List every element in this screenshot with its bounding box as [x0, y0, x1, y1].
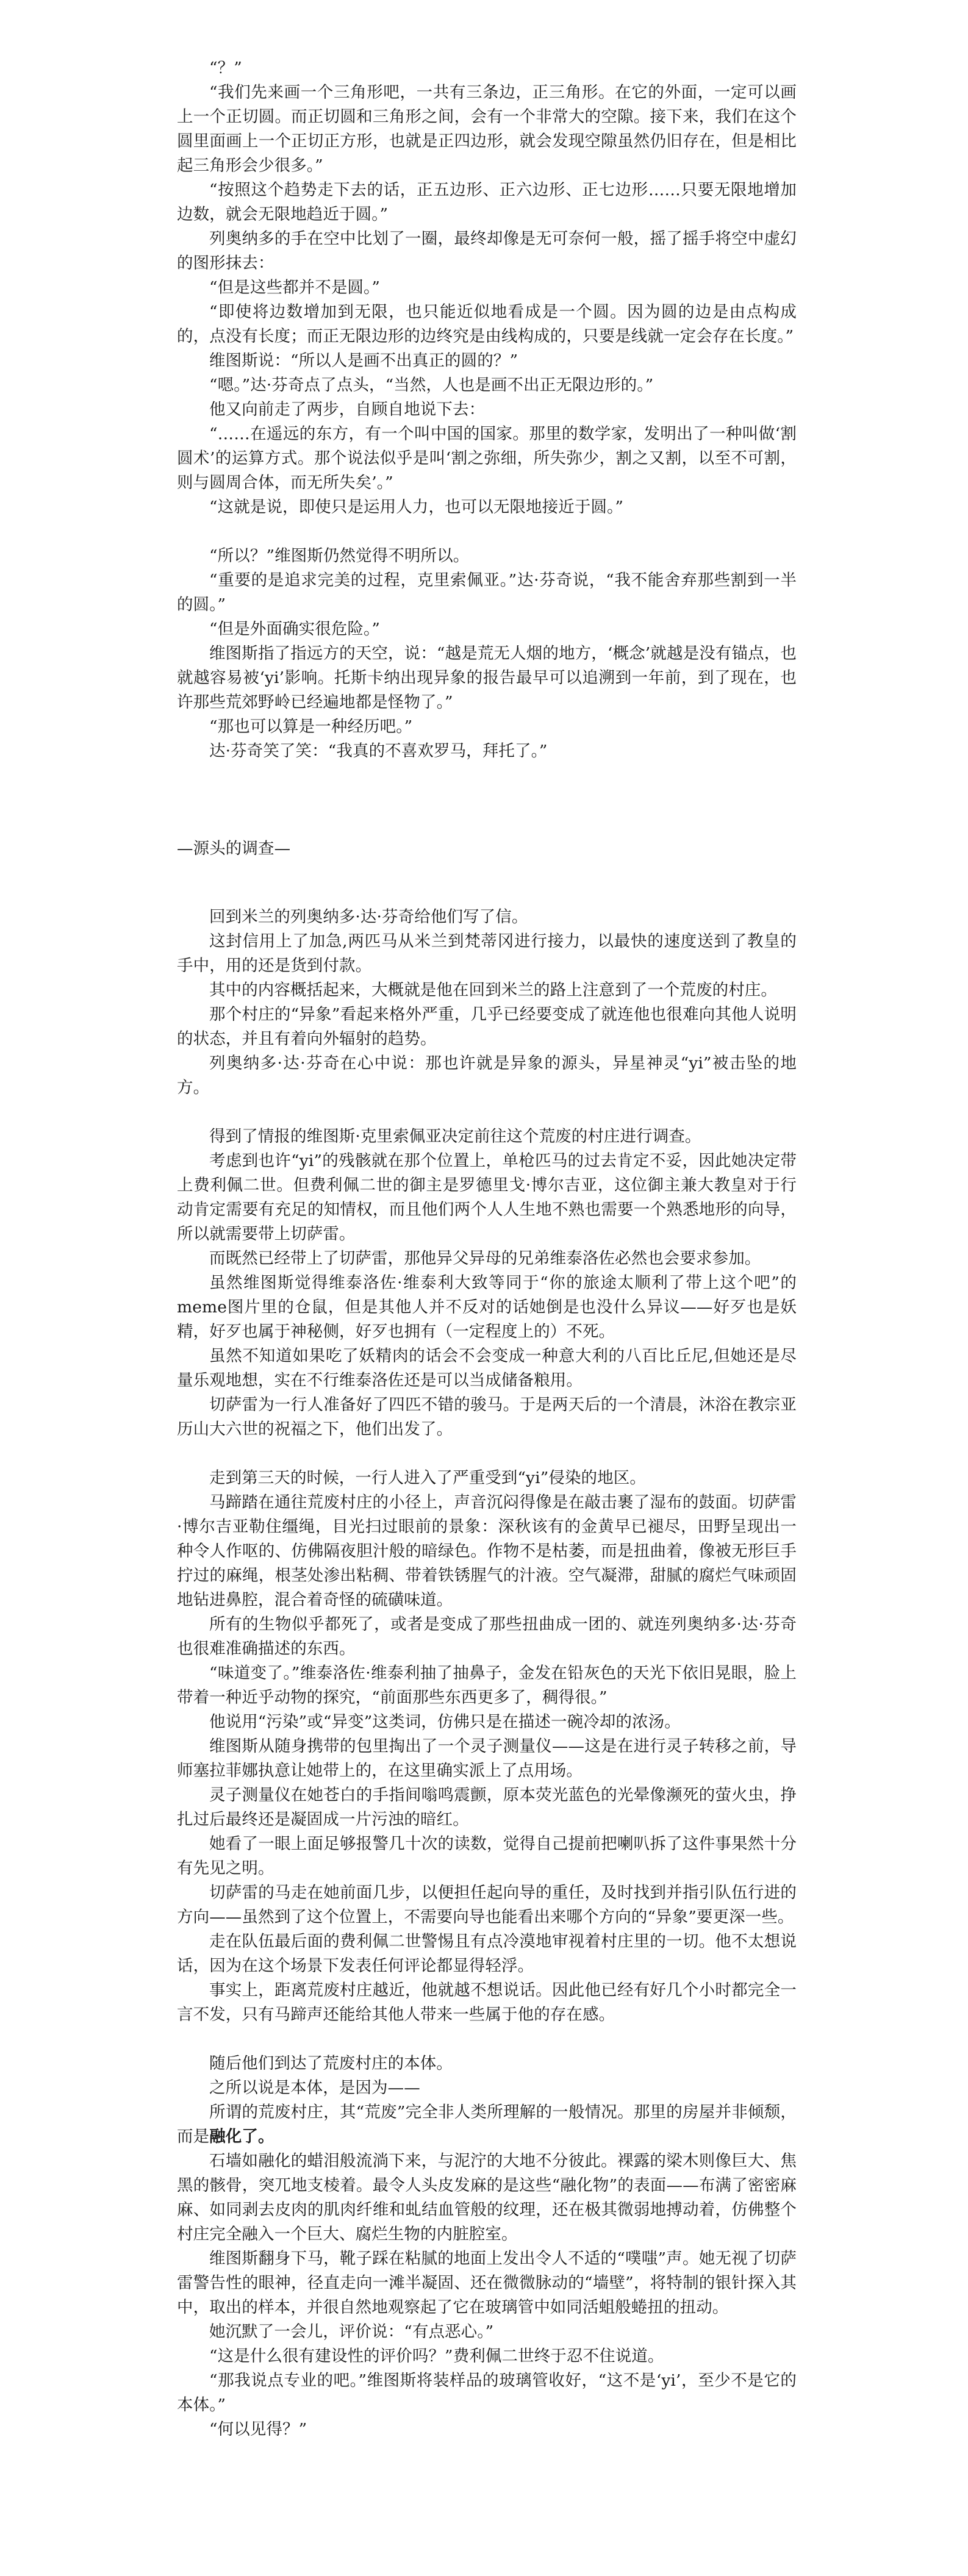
paragraph: “何以见得？” [209, 2420, 307, 2439]
paragraph: 马蹄踏在通往荒废村庄的小径上，声音沉闷得像是在敲击裹了湿布的鼓面。切萨雷·博尔吉亚勒住缰绳，目光扫过眼前的景象：深秋该有的金黄早已褪尽，田野呈现出一种令人作呕的、仿佛隔夜胆汁般的暗绿色。作物不是枯萎，而是扭曲着，像被无形巨手拧过的麻绳，根茎处渗出粘稠、带着铁锈腥气的汁液。空气凝滞，甜腻的腐烂气味顽固地钻进鼻腔，混合着奇怪的硫磺味道。 [177, 1493, 797, 1609]
paragraph: 维图斯翻身下马，靴子踩在粘腻的地面上发出令人不适的“噗嗤”声。她无视了切萨雷警告性的眼神，径直走向一滩半凝固、还在微微脉动的“墙壁”，将特制的银针探入其中，取出的样本，并很自然地观察起了它在玻璃管中如同活蛆般蜷扭的扭动。 [177, 2249, 797, 2317]
paragraph-text: 所谓的荒废村庄，其“荒废”完全非人类所理解的一般情况。那里的房屋并非倾颓，而是 [177, 2103, 797, 2146]
paragraph: “重要的是追求完美的过程，克里索佩亚。”达·芬奇说，“我不能舍弃那些割到一半的圆。” [177, 571, 797, 614]
paragraph: 切萨雷的马走在她前面几步，以便担任起向导的重任，及时找到并指引队伍行进的方向——虽然到了这个位置上，不需要向导也能看出来哪个方向的“异象”要更深一些。 [177, 1883, 797, 1927]
paragraph [177, 2100, 797, 2149]
paragraph: “那也可以算是一种经历吧。” [209, 717, 413, 736]
paragraph: “味道变了。”维泰洛佐·维泰利抽了抽鼻子，金发在铅灰色的天光下依旧晃眼，脸上带着一种近乎动物的探究，“前面那些东西更多了，稠得很。” [177, 1664, 797, 1707]
paragraph: “所以？”维图斯仍然觉得不明所以。 [209, 546, 470, 565]
paragraph: 列奥纳多·达·芬奇在心中说：那也许就是异象的源头，异星神灵“yi”被击坠的地方。 [177, 1054, 797, 1097]
paragraph: 维图斯说：“所以人是画不出真正的圆的？” [209, 351, 518, 370]
section-title: —源头的调查— [177, 839, 291, 858]
paragraph: “按照这个趋势走下去的话，正五边形、正六边形、正七边形……只要无限地增加边数，就会无限地趋近于圆。” [177, 181, 797, 224]
paragraph: 维图斯从随身携带的包里掏出了一个灵子测量仪——这是在进行灵子转移之前，导师塞拉菲娜执意让她带上的，在这里确实派上了点用场。 [177, 1737, 797, 1780]
paragraph: “那我说点专业的吧。”维图斯将装样品的玻璃管收好，“这不是‘yi’，至少不是它的本体。” [177, 2371, 797, 2414]
paragraph: 之所以说是本体，是因为—— [209, 2078, 420, 2097]
paragraph: “但是外面确实很危险。” [209, 620, 381, 639]
paragraph: “这是什么很有建设性的评价吗？”费利佩二世终于忍不住说道。 [209, 2347, 664, 2366]
paragraph: “我们先来画一个三角形吧，一共有三条边，正三角形。在它的外面，一定可以画上一个正切圆。而正切圆和三角形之间，会有一个非常大的空隙。接下来，我们在这个圆里面画上一个正切正方形，也就是正四边形，就会发现空隙虽然仍旧存在，但是相比起三角形会少很多。” [177, 83, 797, 175]
paragraph: “嗯。”达·芬奇点了点头，“当然，人也是画不出正无限边形的。” [209, 376, 654, 395]
paragraph: 走在队伍最后面的费利佩二世警惕且有点冷漠地审视着村庄里的一切。他不太想说话，因为在这个场景下发表任何评论都显得轻浮。 [177, 1932, 797, 1975]
paragraph: 随后他们到达了荒废村庄的本体。 [209, 2054, 453, 2073]
paragraph: 这封信用上了加急,两匹马从米兰到梵蒂冈进行接力，以最快的速度送到了教皇的手中，用的还是货到付款。 [177, 932, 797, 975]
blank-space [177, 861, 797, 905]
blank-line [177, 2027, 797, 2052]
paragraph: 其中的内容概括起来，大概就是他在回到米兰的路上注意到了一个荒废的村庄。 [209, 981, 777, 1000]
paragraph: 走到第三天的时候，一行人进入了严重受到“yi”侵染的地区。 [209, 1469, 646, 1487]
paragraph: 回到米兰的列奥纳多·达·芬奇给他们写了信。 [209, 907, 528, 926]
paragraph: 他又向前走了两步，自顾自地说下去： [209, 400, 486, 419]
paragraph: 那个村庄的“异象”看起来格外严重，几乎已经要变成了就连他也很难向其他人说明的状态，并且有着向外辐射的趋势。 [177, 1005, 797, 1048]
paragraph: 他说用“污染”或“异变”这类词，仿佛只是在描述一碗冷却的浓汤。 [209, 1712, 681, 1731]
paragraph: “？” [209, 59, 242, 77]
paragraph: 达·芬奇笑了笑：“我真的不喜欢罗马，拜托了。” [209, 742, 548, 760]
paragraph: “这就是说，即使只是运用人力，也可以无限地接近于圆。” [209, 498, 624, 517]
paragraph: 维图斯指了指远方的天空，说：“越是荒无人烟的地方，‘概念’就越是没有锚点，也就越容易被‘yi’影响。托斯卡纳出现异象的报告最早可以追溯到一年前，到了现在，也许那些荒郊野岭已经遍地都是怪物了。” [177, 644, 797, 712]
paragraph: 切萨雷为一行人准备好了四匹不错的骏马。于是两天后的一个清晨，沐浴在教宗亚历山大六世的祝福之下，他们出发了。 [177, 1395, 797, 1439]
paragraph: 事实上，距离荒废村庄越近，他就越不想说话。因此他已经有好几个小时都完全一言不发，只有马蹄声还能给其他人带来一些属于他的存在感。 [177, 1981, 797, 2024]
paragraph: 她沉默了一会儿，评价说：“有点恶心。” [209, 2322, 494, 2341]
paragraph: 得到了情报的维图斯·克里索佩亚决定前往这个荒废的村庄进行调查。 [209, 1127, 701, 1146]
document-body [177, 56, 797, 2442]
blank-space [177, 764, 797, 837]
paragraph: “即使将边数增加到无限，也只能近似地看成是一个圆。因为圆的边是由点构成的，点没有长度；而正无限边形的边终究是由线构成的，只要是线就一定会存在长度。” [177, 302, 797, 346]
paragraph: “但是这些都并不是圆。” [209, 278, 381, 297]
paragraph: 灵子测量仪在她苍白的手指间嗡鸣震颤，原本荧光蓝色的光晕像濒死的萤火虫，挣扎过后最终还是凝固成一片污浊的暗红。 [177, 1786, 797, 1829]
blank-line [177, 1100, 797, 1125]
paragraph: 虽然不知道如果吃了妖精肉的话会不会变成一种意大利的八百比丘尼,但她还是尽量乐观地想，实在不行维泰洛佐还是可以当成储备粮用。 [177, 1347, 797, 1390]
paragraph: 考虑到也许“yi”的残骸就在那个位置上，单枪匹马的过去肯定不妥，因此她决定带上费利佩二世。但费利佩二世的御主是罗德里戈·博尔吉亚，这位御主兼大教皇对于行动肯定需要有充足的知情权，而且他们两个人人生地不熟也需要一个熟悉地形的向导，所以就需要带上切萨雷。 [177, 1151, 797, 1243]
paragraph: “……在遥远的东方，有一个叫中国的国家。那里的数学家，发明出了一种叫做‘割圆术’的运算方式。那个说法似乎是叫‘割之弥细，所失弥少，割之又割，以至不可割，则与圆周合体，而无所失矣’。” [177, 424, 797, 492]
blank-line [177, 1442, 797, 1466]
paragraph: 石墙如融化的蜡泪般流淌下来，与泥泞的大地不分彼此。裸露的梁木则像巨大、焦黑的骸骨，突兀地支棱着。最令人头皮发麻的是这些“融化物”的表面——布满了密密麻麻、如同剥去皮肉的肌肉纤维和虬结血管般的纹理，还在极其微弱地搏动着，仿佛整个村庄完全融入一个巨大、腐烂生物的内脏腔室。 [177, 2152, 797, 2244]
paragraph: 列奥纳多的手在空中比划了一圈，最终却像是无可奈何一般，摇了摇手将空中虚幻的图形抹去： [177, 229, 797, 273]
paragraph: 虽然维图斯觉得维泰洛佐·维泰利大致等同于“你的旅途太顺利了带上这个吧”的meme图片里的仓鼠，但是其他人并不反对的话她倒是也没什么异议——好歹也是妖精，好歹也属于神秘侧，好歹也拥有（一定程度上的）不死。 [177, 1273, 797, 1341]
blank-line [177, 520, 797, 544]
paragraph: 所有的生物似乎都死了，或者是变成了那些扭曲成一团的、就连列奥纳多·达·芬奇也很难准确描述的东西。 [177, 1615, 797, 1658]
paragraph: 她看了一眼上面足够报警几十次的读数，觉得自己提前把喇叭拆了这件事果然十分有先见之明。 [177, 1834, 797, 1878]
emphasis-text: 融化了。 [209, 2127, 274, 2146]
paragraph: 而既然已经带上了切萨雷，那他异父异母的兄弟维泰洛佐必然也会要求参加。 [209, 1249, 761, 1268]
